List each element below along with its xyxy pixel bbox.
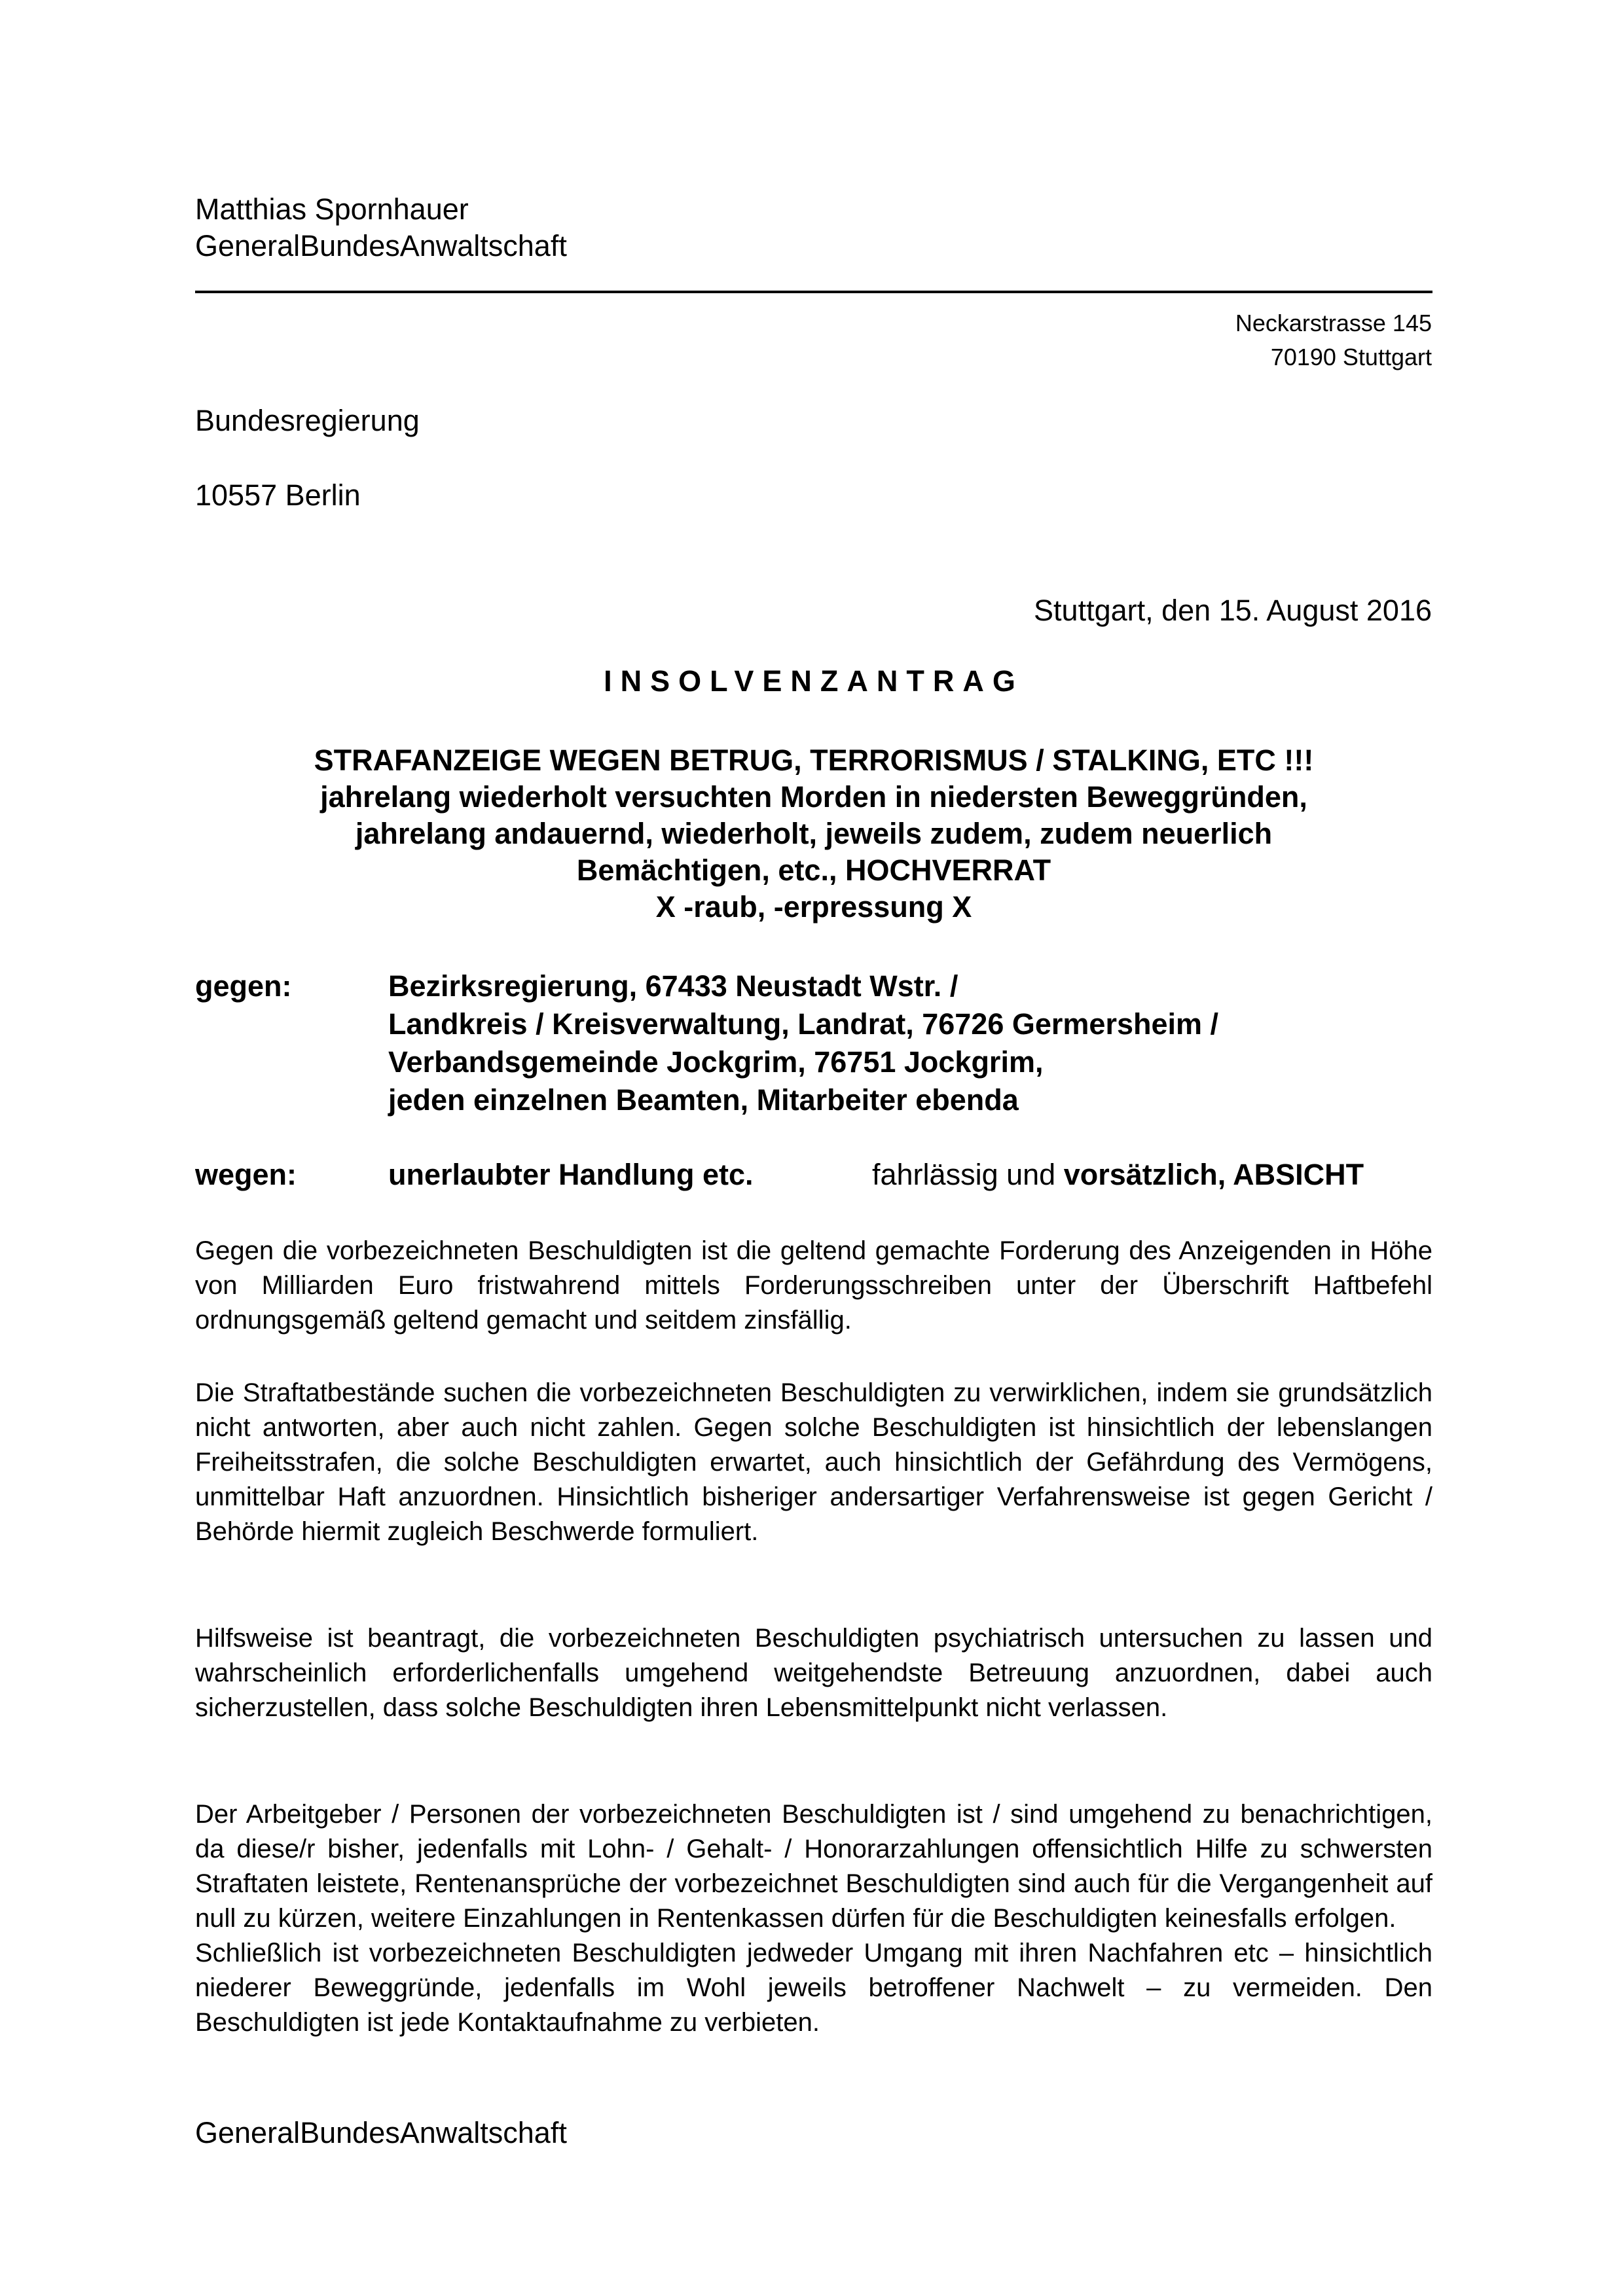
because-value: unerlaubter Handlung etc.: [388, 1158, 754, 1191]
paragraph-text: Schließlich ist vorbezeichneten Beschuldigten jedweder Umgang mit ihren Nachfahren etc – hinsichtlich niederer Beweggründe, jedenfalls im Wohl jeweils betroffener Nachwelt – zu vermeiden. Den Beschuldigten ist jede Kontaktaufnahme zu verbieten.: [195, 1939, 1432, 2037]
culpability-line: [872, 1156, 1364, 1194]
paragraph-text: Der Arbeitgeber / Personen der vorbezeichneten Beschuldigten ist / sind umgehend zu benachrichtigen, da diese/r bisher, jedenfalls mit Lohn- / Gehalt- / Honorarzahlungen offensichtlich Hilfe zu schwersten Straftaten leistete, Rentenansprüche der vorbezeichnet Beschuldigten sind auch für die Vergangenheit auf null zu kürzen, weitere Einzahlungen in Rentenkassen dürfen für die Beschuldigten keinesfalls erfolgen.: [195, 1800, 1432, 1933]
sender-organization: GeneralBundesAnwaltschaft: [195, 229, 567, 262]
paragraph-text: Hilfsweise ist beantragt, die vorbezeichneten Beschuldigten psychiatrisch untersuchen zu lassen und wahrscheinlich erforderlichenfalls umgehend weitgehendste Betreuung anzuordnen, dabei auch sicherzustellen, dass solche Beschuldigten ihren Lebensmittelpunkt nicht verlassen.: [195, 1624, 1432, 1722]
document-title: INSOLVENZANTRAG: [604, 664, 1024, 698]
sender-city: 70190 Stuttgart: [1270, 344, 1432, 370]
body-paragraph-3: [195, 1621, 1432, 1725]
sender-street: Neckarstrasse 145: [1235, 310, 1432, 336]
sender-name: Matthias Spornhauer: [195, 192, 469, 226]
subject-line: STRAFANZEIGE WEGEN BETRUG, TERRORISMUS / STALKING, ETC !!!: [314, 744, 1314, 777]
negligence-text: fahrlässig und: [872, 1158, 1056, 1191]
subject-line: Bemächtigen, etc., HOCHVERRAT: [576, 853, 1051, 887]
recipient-city: 10557 Berlin: [195, 478, 361, 512]
against-line: Landkreis / Kreisverwaltung, Landrat, 76726 Germersheim /: [388, 1007, 1219, 1041]
body-paragraph-1: [195, 1234, 1432, 1338]
against-line: Verbandsgemeinde Jockgrim, 76751 Jockgrim,: [388, 1045, 1044, 1079]
subject-line: jahrelang wiederholt versuchten Morden in niedersten Beweggründen,: [320, 780, 1307, 814]
against-line: Bezirksregierung, 67433 Neustadt Wstr. /: [388, 969, 958, 1003]
intent-text: vorsätzlich, ABSICHT: [1063, 1158, 1364, 1191]
body-paragraph-2: [195, 1376, 1432, 1549]
recipient-name: Bundesregierung: [195, 404, 420, 437]
against-parties: [388, 967, 1436, 1119]
subject-block: [195, 742, 1432, 925]
date-line: Stuttgart, den 15. August 2016: [1034, 594, 1432, 627]
because-label: wegen:: [195, 1158, 297, 1191]
paragraph-text: Gegen die vorbezeichneten Beschuldigten ist die geltend gemachte Forderung des Anzeigenden in Höhe von Milliarden Euro fristwahrend mittels Forderungsschreiben unter der Überschrift Haftbefehl ordnungsgemäß geltend gemacht und seitdem zinsfällig.: [195, 1236, 1432, 1335]
paragraph-text: Die Straftatbestände suchen die vorbezeichneten Beschuldigten zu verwirklichen, indem sie grundsätzlich nicht antworten, aber auch nicht zahlen. Gegen solche Beschuldigten ist hinsichtlich der lebenslangen Freiheitsstrafen, die solche Beschuldigten erwartet, auch hinsichtlich der Gefährdung des Vermögens, unmittelbar Haft anzuordnen. Hinsichtlich bisheriger andersartiger Verfahrensweise ist gegen Gericht / Behörde hiermit zugleich Beschwerde formuliert.: [195, 1378, 1432, 1546]
against-label: gegen:: [195, 969, 292, 1003]
closing-signature: GeneralBundesAnwaltschaft: [195, 2116, 567, 2149]
header-divider: [195, 291, 1432, 293]
sender-block: [195, 191, 567, 264]
subject-line: jahrelang andauernd, wiederholt, jeweils zudem, zudem neuerlich: [355, 817, 1273, 850]
sender-address: [1235, 306, 1432, 374]
subject-line: X -raub, -erpressung X: [655, 890, 972, 924]
body-paragraph-4: [195, 1797, 1432, 2040]
against-line: jeden einzelnen Beamten, Mitarbeiter ebenda: [388, 1083, 1019, 1117]
